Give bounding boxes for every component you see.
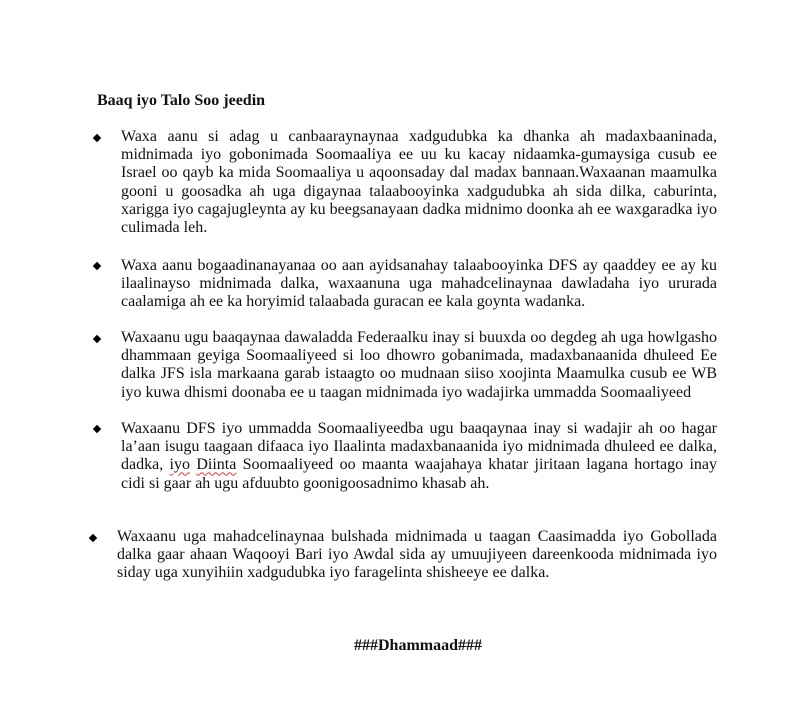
document-title: Baaq iyo Talo Soo jeedin bbox=[97, 92, 266, 109]
text-run: Waxaanu DFS iyo ummadda Soomaaliyeedba ugu baaqaynaa inay si wadajir ah oo hagar la’aan isugu taagaan difaaca iyo Ilaalinta madaxbanaanida iyo midnimada dhuleed ee dalka, dadka, bbox=[121, 420, 717, 474]
list-item-text: Waxa aanu si adag u canbaaraynaynaa xadgudubka ka dhanka ah madaxbaaninada, midnimada iyo gobonimada Soomaaliya ee uu ku kacay nidaamka-gumaysiga cusub ee Israel oo qayb ka mida Soomaaliya u aqoonsaday dal madax bannaan.Waxaanan maamulka gooni u goosadka ah uga digaynaa talaabooyinka xadgudubka ah sida dilka, caburinta, xarigga iyo cagajugleynta ay ku beegsanayaan dadka midnimo doonka ah ee waxgaradka iyo culimada leh. bbox=[121, 128, 717, 237]
diamond-bullet-icon bbox=[93, 262, 101, 270]
spellcheck-word[interactable]: iyo bbox=[169, 456, 190, 474]
document-footer: ###Dhammaad### bbox=[353, 637, 482, 654]
diamond-bullet-icon bbox=[93, 134, 101, 142]
diamond-bullet-icon bbox=[89, 534, 97, 542]
list-item-text: Waxa aanu bogaadinanayanaa oo aan ayidsanahay talaabooyinka DFS ay qaaddey ee ay ku ilaalinayso midnimada dalka, waxaanuna uga mahadcelinaynaa dawladaha iyo ururada caalamiga ah ee ka horyimid talaabada guracan ee kala goynta wadanka. bbox=[121, 257, 717, 311]
diamond-bullet-icon bbox=[93, 335, 101, 343]
text-run: Soomaaliyeed oo maanta waajahaya khatar jiritaan lagana hortago inay cidi si gaar ah ugu afduubto goonigoosadnimo khasab ah. bbox=[121, 456, 718, 492]
list-item-text: Waxaanu ugu baaqaynaa dawaladda Federaalku inay si buuxda oo degdeg ah uga howlgasho dhammaan geyiga Soomaaliyeed si loo dhowro gobanimada, madaxbanaanida dhuleed Ee dalka JFS isla markaana garab istaagto oo mudnaan siiso xoojinta Maamulka cusub ee WB iyo kuwa dhismi doonaba ee u taagan midnimada iyo wadajirka ummadda Soomaaliyeed bbox=[121, 329, 717, 401]
list-item-text: Waxaanu uga mahadcelinaynaa bulshada midnimada u taagan Caasimadda iyo Gobollada dalka gaar ahaan Waqooyi Bari iyo Awdal sida ay umuujiyeen dareenkooda midnimada iyo siday uga xunyihiin xadgudubka iyo faragelinta shisheeye ee dalka. bbox=[117, 528, 717, 582]
list-item-text bbox=[121, 420, 717, 493]
spellcheck-word[interactable]: Diinta bbox=[196, 456, 237, 474]
diamond-bullet-icon bbox=[93, 425, 101, 433]
